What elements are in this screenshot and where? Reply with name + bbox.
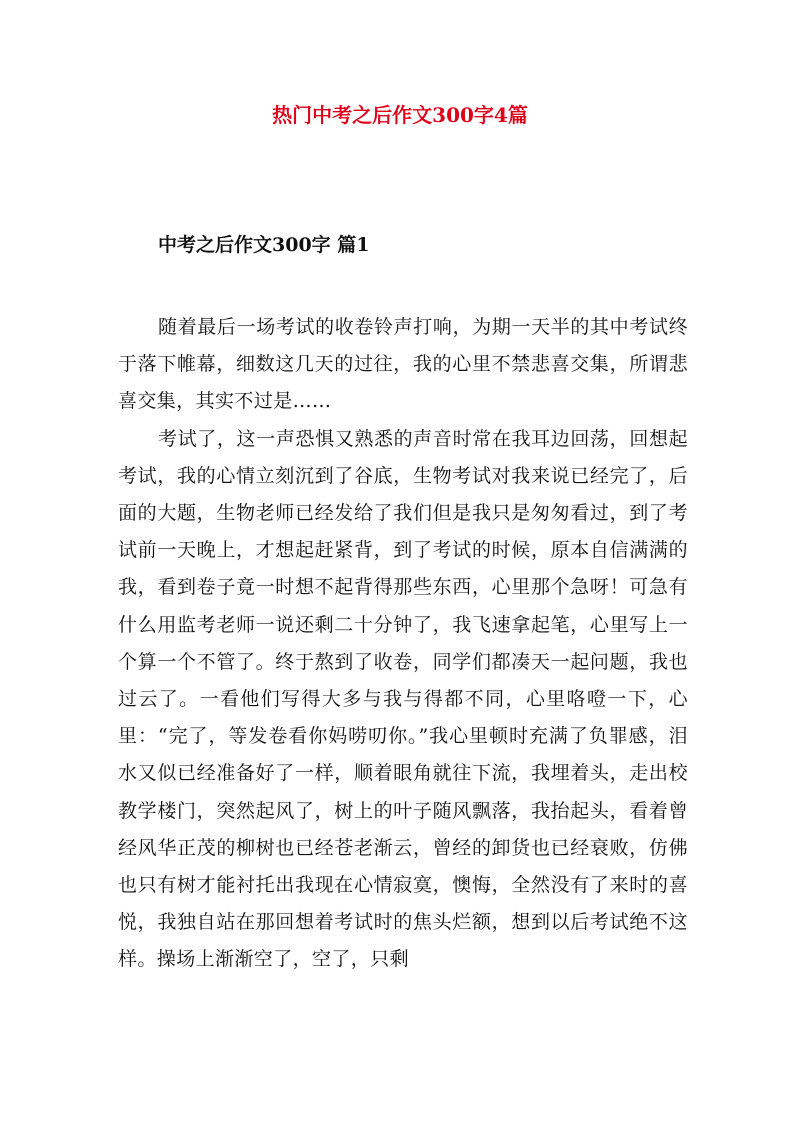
paragraph-2: 考试了，这一声恐惧又熟悉的声音时常在我耳边回荡，回想起考试，我的心情立刻沉到了谷底，生物考试对我来说已经完了，后面的大题，生物老师已经发给了我们但是我只是匆匆看过，到了考试前一天晚上，才想起赶紧背，到了考试的时候，原本自信满满的我，看到卷子竟一时想不起背得那些东西，心里那个急呀！可急有什么用监考老师一说还剩二十分钟了，我飞速拿起笔，心里写上一个算一个不管了。终于熬到了收卷，同学们都凑天一起问题，我也过云了。一看他们写得大多与我与得都不同，心里咯噔一下，心里：“完了，等发卷看你妈唠叨你。”我心里顿时充满了负罪感，泪水又似已经准备好了一样，顺着眼角就往下流，我埋着头，走出校教学楼门，突然起风了，树上的叶子随风飘落，我抬起头，看着曾经风华正茂的柳树也已经苍老渐云，曾经的卸货也已经衰败，仿佛也只有树才能衬托出我现在心情寂寞，懊悔，全然没有了来时的喜悦，我独自站在那回想着考试时的焦头烂额，想到以后考试绝不这样。操场上渐渐空了，空了，只剩: [118, 427, 688, 971]
section-heading: 中考之后作文300字 篇1: [158, 234, 370, 256]
paragraph-1: 随着最后一场考试的收卷铃声打响，为期一天半的其中考试终于落下帷幕，细数这几天的过往，我的心里不禁悲喜交集，所谓悲喜交集，其实不过是……: [118, 316, 688, 413]
document-title: 热门中考之后作文300字4篇: [272, 103, 528, 127]
article-body: [118, 309, 688, 979]
